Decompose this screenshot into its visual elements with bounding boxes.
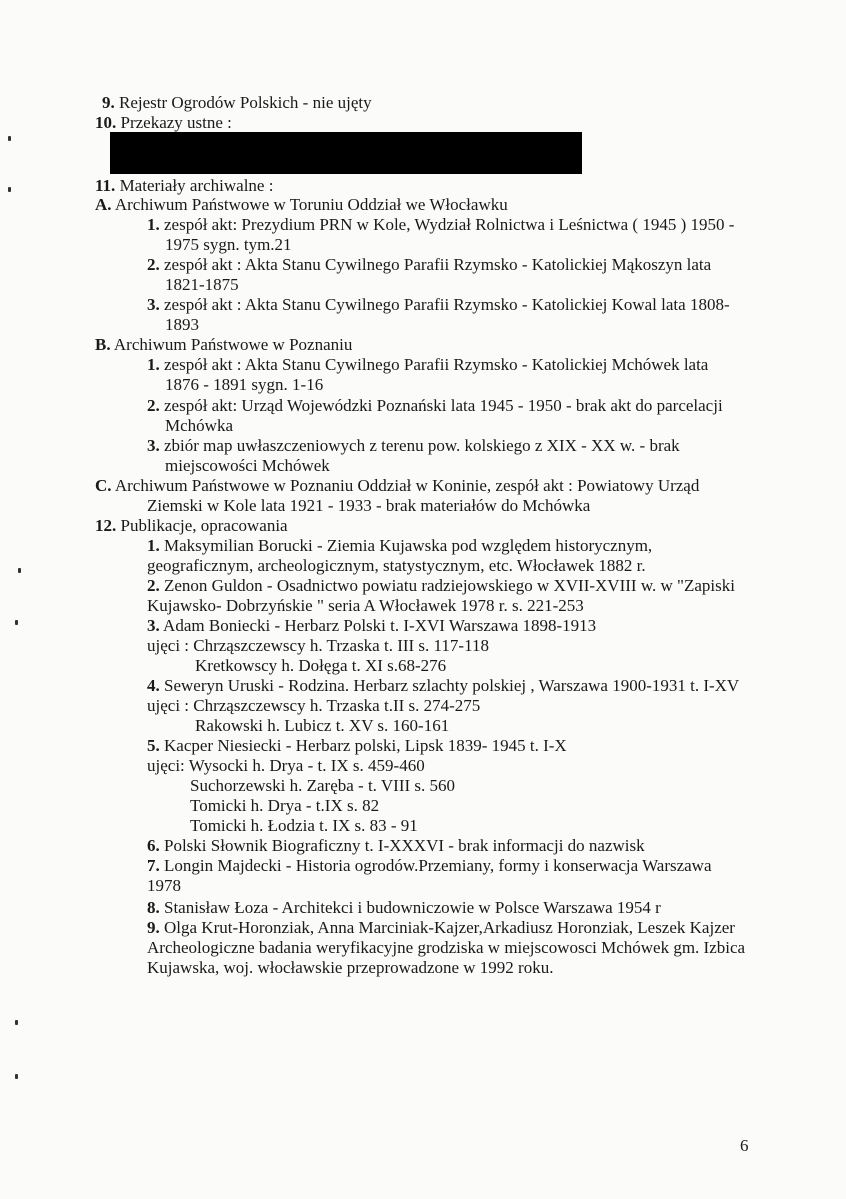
a-item-2-cont: 1821-1875 — [165, 275, 239, 294]
item-9-ogrody: 9. Rejestr Ogrodów Polskich - nie ujęty — [102, 93, 372, 112]
section-c: C. Archiwum Państwowe w Poznaniu Oddział w Koninie, zespół akt : Powiatowy Urząd — [95, 476, 700, 495]
item-11-materialy: 11. Materiały archiwalne : — [95, 176, 274, 195]
a-item-1-cont: 1975 sygn. tym.21 — [165, 235, 292, 254]
b-item-1-cont: 1876 - 1891 sygn. 1-16 — [165, 375, 324, 394]
a-item-3: 3. zespół akt : Akta Stanu Cywilnego Parafii Rzymsko - Katolickiej Kowal lata 1808- — [147, 295, 730, 314]
scan-speck — [8, 136, 11, 141]
scan-speck — [15, 1074, 18, 1079]
pub-3-included-2: Kretkowscy h. Dołęga t. XI s.68-276 — [195, 656, 447, 675]
pub-5-included-1: ujęci: Wysocki h. Drya - t. IX s. 459-460 — [147, 756, 425, 775]
item-10-przekazy: 10. Przekazy ustne : — [95, 113, 232, 132]
pub-9-cont-1: Archeologiczne badania weryfikacyjne grodziska w miejscowosci Mchówek gm. Izbica — [147, 938, 746, 957]
section-b: B. Archiwum Państwowe w Poznaniu — [95, 335, 353, 354]
b-item-3: 3. zbiór map uwłaszczeniowych z terenu pow. kolskiego z XIX - XX w. - brak — [147, 436, 680, 455]
pub-5: 5. Kacper Niesiecki - Herbarz polski, Lipsk 1839- 1945 t. I-X — [147, 736, 567, 755]
redaction-block — [110, 132, 582, 174]
pub-7: 7. Longin Majdecki - Historia ogrodów.Przemiany, formy i konserwacja Warszawa — [147, 856, 712, 875]
page-number: 6 — [740, 1136, 749, 1155]
pub-5-included-4: Tomicki h. Łodzia t. IX s. 83 - 91 — [190, 816, 418, 835]
pub-3-included-1: ujęci : Chrząszczewscy h. Trzaska t. III s. 117-118 — [147, 636, 489, 655]
pub-4-included-1: ujęci : Chrząszczewscy h. Trzaska t.II s. 274-275 — [147, 696, 481, 715]
b-item-2: 2. zespół akt: Urząd Wojewódzki Poznański lata 1945 - 1950 - brak akt do parcelacji — [147, 396, 723, 415]
b-item-3-cont: miejscowości Mchówek — [165, 456, 330, 475]
scan-speck — [15, 1020, 18, 1025]
pub-9-cont-2: Kujawska, woj. włocławskie przeprowadzone w 1992 roku. — [147, 958, 554, 977]
a-item-2: 2. zespół akt : Akta Stanu Cywilnego Parafii Rzymsko - Katolickiej Mąkoszyn lata — [147, 255, 712, 274]
pub-1: 1. Maksymilian Borucki - Ziemia Kujawska pod względem historycznym, — [147, 536, 653, 555]
pub-5-included-2: Suchorzewski h. Zaręba - t. VIII s. 560 — [190, 776, 456, 795]
pub-8: 8. Stanisław Łoza - Architekci i budowniczowie w Polsce Warszawa 1954 r — [147, 898, 661, 917]
pub-2: 2. Zenon Guldon - Osadnictwo powiatu radziejowskiego w XVII-XVIII w. w "Zapiski — [147, 576, 735, 595]
b-item-1: 1. zespół akt : Akta Stanu Cywilnego Parafii Rzymsko - Katolickiej Mchówek lata — [147, 355, 709, 374]
pub-9: 9. Olga Krut-Horonziak, Anna Marciniak-Kajzer,Arkadiusz Horonziak, Leszek Kajzer — [147, 918, 735, 937]
b-item-2-cont: Mchówka — [165, 416, 233, 435]
pub-7-cont: 1978 — [147, 876, 181, 895]
scan-speck — [15, 620, 18, 625]
pub-4: 4. Seweryn Uruski - Rodzina. Herbarz szlachty polskiej , Warszawa 1900-1931 t. I-XV — [147, 676, 740, 695]
section-c-cont: Ziemski w Kole lata 1921 - 1933 - brak materiałów do Mchówka — [147, 496, 591, 515]
pub-3: 3. Adam Boniecki - Herbarz Polski t. I-XVI Warszawa 1898-1913 — [147, 616, 597, 635]
section-a: A. Archiwum Państwowe w Toruniu Oddział we Włocławku — [95, 195, 508, 214]
pub-4-included-2: Rakowski h. Lubicz t. XV s. 160-161 — [195, 716, 450, 735]
pub-1-cont: geograficznym, archeologicznym, statystycznym, etc. Włocławek 1882 r. — [147, 556, 646, 575]
item-12-publikacje: 12. Publikacje, opracowania — [95, 516, 288, 535]
a-item-3-cont: 1893 — [165, 315, 199, 334]
a-item-1: 1. zespół akt: Prezydium PRN w Kole, Wydział Rolnictwa i Leśnictwa ( 1945 ) 1950 - — [147, 215, 735, 234]
scan-speck — [8, 187, 11, 192]
pub-6: 6. Polski Słownik Biograficzny t. I-XXXVI - brak informacji do nazwisk — [147, 836, 645, 855]
scan-speck — [18, 568, 21, 573]
pub-5-included-3: Tomicki h. Drya - t.IX s. 82 — [190, 796, 380, 815]
pub-2-cont: Kujawsko- Dobrzyńskie " seria A Włocławek 1978 r. s. 221-253 — [147, 596, 584, 615]
